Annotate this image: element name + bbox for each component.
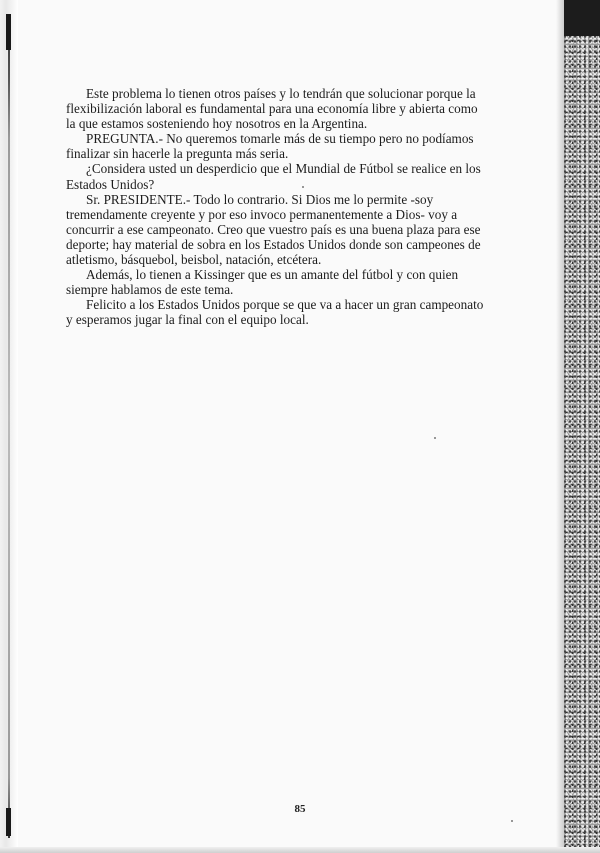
- document-body: [66, 86, 490, 328]
- page-number: 85: [294, 803, 306, 815]
- scan-edge-bottom: [0, 847, 600, 853]
- paragraph: ¿Considera usted un desperdicio que el Mundial de Fútbol se realice en los Estados Unidos?: [66, 161, 481, 192]
- scan-speck: [302, 186, 304, 188]
- paragraph: PREGUNTA.- No queremos tomarle más de su tiempo pero no podíamos finalizar sin hacerle la pregunta más seria.: [66, 131, 474, 162]
- scan-edge-right: [564, 0, 600, 853]
- binding-edge: [0, 0, 18, 853]
- paragraph: Felicito a los Estados Unidos porque se que va a hacer un gran campeonato y esperamos jugar la final con el equipo local.: [66, 297, 484, 328]
- scan-corner-dark: [564, 0, 600, 36]
- paragraph: Este problema lo tienen otros países y lo tendrán que solucionar porque la flexibilización laboral es fundamental para una economía libre y abierta como la que estamos sosteniendo hoy nosotros en la Argentina.: [66, 86, 478, 132]
- paragraph: Además, lo tienen a Kissinger que es un amante del fútbol y con quien siempre hablamos de este tema.: [66, 267, 459, 298]
- scan-speck: [434, 437, 436, 439]
- paragraph: Sr. PRESIDENTE.- Todo lo contrario. Si Dios me lo permite -soy tremendamente creyente y por eso invoco permanentemente a Dios- voy a concurrir a ese campeonato. Creo que vuestro país es una buena plaza para ese deporte; hay material de sobra en los Estados Unidos donde son campeones de atletismo, básquebol, beisbol, natación, etcétera.: [66, 191, 481, 268]
- scan-edge-shadow: [556, 0, 564, 853]
- scan-speck: [511, 820, 513, 822]
- binding-spine: [8, 18, 10, 838]
- binding-mark-top: [6, 14, 11, 50]
